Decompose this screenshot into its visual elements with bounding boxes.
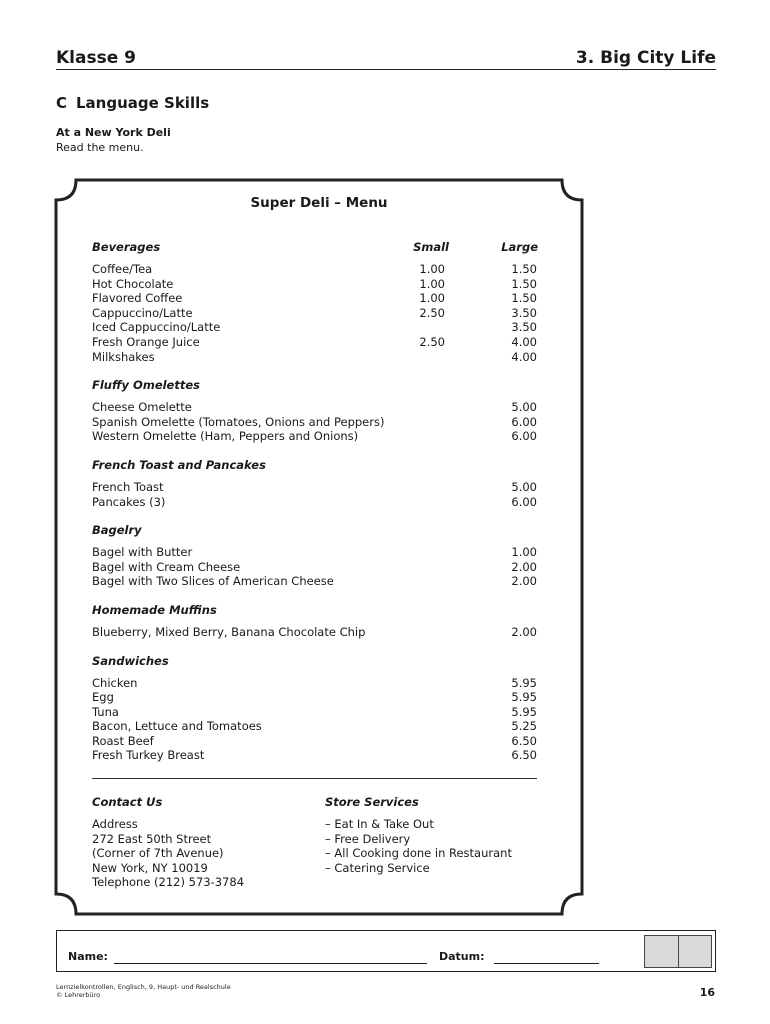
- menu-item: [92, 676, 538, 691]
- page-number: 16: [699, 986, 715, 999]
- menu-item: [92, 734, 538, 749]
- item-name: Flavored Coffee: [92, 291, 183, 306]
- name-field[interactable]: [114, 963, 427, 964]
- item-name: Western Omelette (Ham, Peppers and Onions): [92, 429, 359, 444]
- footer-line-1: Lernzielkontrollen, Englisch, 9, Haupt- und Realschule: [56, 983, 231, 991]
- contact-line: 272 East 50th Street: [92, 831, 212, 846]
- item-name: Pancakes (3): [92, 494, 166, 509]
- item-price-large: 1.50: [511, 276, 537, 291]
- service-line: – Eat In & Take Out: [325, 817, 434, 831]
- service-line: – All Cooking done in Restaurant: [325, 846, 512, 861]
- item-price: 5.00: [511, 479, 537, 494]
- menu-item: [92, 277, 538, 292]
- item-name: Blueberry, Mixed Berry, Banana Chocolate Chip: [92, 624, 366, 639]
- date-label: Datum:: [439, 950, 485, 963]
- menu-item: [92, 429, 538, 444]
- menu-item: [92, 291, 538, 306]
- item-price-small: 1.00: [419, 291, 445, 306]
- item-price: 5.95: [511, 675, 537, 690]
- section-heading: [56, 94, 209, 112]
- item-price: 2.00: [511, 559, 537, 574]
- menu-item: [92, 400, 538, 415]
- menu-item: [92, 262, 538, 277]
- item-name: Tuna: [92, 704, 119, 719]
- item-price: 5.25: [511, 719, 537, 734]
- item-price-small: 1.00: [419, 262, 445, 276]
- item-price-small: 2.50: [419, 305, 445, 320]
- section-letter: C: [56, 94, 68, 112]
- contact-line: (Corner of 7th Avenue): [92, 846, 224, 861]
- task-title: At a New York Deli: [56, 126, 171, 139]
- unit-title: 3. Big City Life: [575, 48, 716, 68]
- contact-block: [92, 795, 322, 890]
- menu-item: [92, 495, 538, 510]
- menu-item: [92, 574, 538, 589]
- date-field[interactable]: [494, 963, 599, 964]
- menu-item: [92, 306, 538, 321]
- item-price-large: 4.00: [511, 349, 537, 364]
- menu-category: Sandwiches: [92, 653, 169, 668]
- item-price: 5.00: [511, 400, 537, 415]
- menu-item: [92, 335, 538, 350]
- item-name: Iced Cappuccino/Latte: [92, 320, 221, 335]
- menu-item: [92, 625, 538, 640]
- item-price: 6.50: [511, 733, 537, 748]
- item-price-small: 2.50: [419, 334, 445, 349]
- menu-sections: [92, 378, 538, 763]
- item-price: 2.00: [511, 624, 537, 639]
- menu-title: Super Deli – Menu: [250, 195, 388, 211]
- item-name: Roast Beef: [92, 733, 154, 748]
- item-price: 6.50: [511, 748, 537, 763]
- menu-item: [92, 560, 538, 575]
- menu-item: [92, 415, 538, 430]
- footer-line-2: © Lehrerbüro: [56, 991, 101, 999]
- item-price-large: 3.50: [511, 320, 537, 335]
- item-name: Fresh Turkey Breast: [92, 748, 205, 763]
- services-block: [325, 795, 565, 875]
- menu-item: [92, 719, 538, 734]
- grade-box: [644, 935, 712, 968]
- item-price: 1.00: [511, 545, 537, 560]
- menu-item: [92, 545, 538, 560]
- name-date-box: [56, 930, 716, 972]
- beverages-header: [92, 240, 538, 255]
- item-price: 6.00: [511, 494, 537, 509]
- item-price-large: 4.00: [511, 334, 537, 349]
- item-name: Fresh Orange Juice: [92, 334, 200, 349]
- item-name: Cappuccino/Latte: [92, 305, 193, 320]
- item-name: Bagel with Two Slices of American Cheese: [92, 574, 334, 589]
- item-name: Coffee/Tea: [92, 262, 153, 276]
- menu-item: [92, 690, 538, 705]
- contact-line: Telephone (212) 573-3784: [92, 875, 245, 890]
- class-label: Klasse 9: [56, 48, 136, 68]
- menu-divider: [92, 778, 537, 779]
- footer-credits: [56, 983, 231, 999]
- section-title: Language Skills: [76, 94, 210, 112]
- page-header: [56, 48, 716, 70]
- services-lines: [325, 817, 565, 875]
- task-instruction: Read the menu.: [56, 141, 144, 154]
- item-price: 2.00: [511, 574, 537, 589]
- menu-item: [92, 480, 538, 495]
- menu-category: Bagelry: [92, 523, 142, 538]
- item-name: Bacon, Lettuce and Tomatoes: [92, 719, 262, 734]
- item-price: 5.95: [511, 704, 537, 719]
- menu-item: [92, 748, 538, 763]
- beverages-list: [92, 262, 538, 364]
- menu-item: [92, 350, 538, 365]
- item-name: French Toast: [92, 479, 164, 494]
- grade-cell-1[interactable]: [645, 936, 679, 967]
- grade-cell-2[interactable]: [678, 936, 712, 967]
- item-price-small: 1.00: [419, 276, 445, 291]
- item-name: Chicken: [92, 675, 138, 690]
- name-label: Name:: [68, 950, 108, 963]
- contact-title: Contact Us: [92, 795, 163, 809]
- item-price-large: 1.50: [511, 291, 537, 306]
- service-line: – Free Delivery: [325, 831, 411, 846]
- menu-item: [92, 705, 538, 720]
- contact-line: Address: [92, 817, 138, 831]
- item-name: Hot Chocolate: [92, 276, 174, 291]
- item-price: 6.00: [511, 414, 537, 429]
- menu-item: [92, 320, 538, 335]
- item-price-large: 3.50: [511, 305, 537, 320]
- item-price: 6.00: [511, 429, 537, 444]
- menu-category: Homemade Muffins: [92, 602, 217, 617]
- menu-body: [92, 240, 538, 763]
- item-name: Spanish Omelette (Tomatoes, Onions and Peppers): [92, 414, 385, 429]
- contact-line: New York, NY 10019: [92, 860, 208, 875]
- item-name: Egg: [92, 690, 114, 705]
- item-name: Milkshakes: [92, 349, 155, 364]
- item-price-large: 1.50: [511, 262, 537, 276]
- contact-lines: [92, 817, 322, 890]
- column-large: Large: [501, 240, 538, 254]
- services-title: Store Services: [325, 795, 419, 809]
- menu-category: Fluffy Omelettes: [92, 378, 200, 393]
- service-line: – Catering Service: [325, 860, 430, 875]
- item-price: 5.95: [511, 690, 537, 705]
- menu-category: French Toast and Pancakes: [92, 457, 266, 472]
- item-name: Bagel with Cream Cheese: [92, 559, 241, 574]
- item-name: Bagel with Butter: [92, 545, 193, 560]
- category-beverages: Beverages: [92, 240, 161, 254]
- column-small: Small: [413, 240, 449, 254]
- item-name: Cheese Omelette: [92, 400, 192, 415]
